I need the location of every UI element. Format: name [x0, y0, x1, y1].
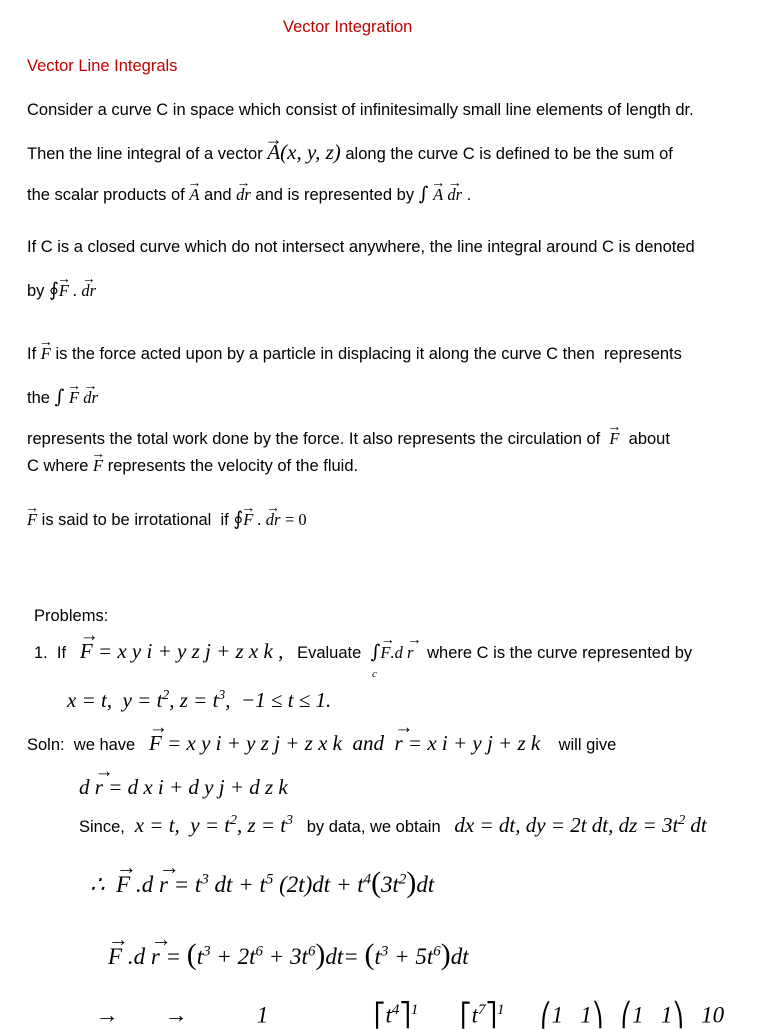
paragraph-line: the scalar products of → A and → dr and is represented by ∫ → A → dr . [27, 183, 471, 205]
document-title: Vector Integration [283, 18, 413, 36]
equation-3-partial: → → 1 $⎡t^4⎤^1$ $⎡t^7⎤^1$ ⎛1 1⎞ ⎛1 1⎞ 10 [90, 1002, 725, 1028]
paragraph-line: If → F is the force acted upon by a particle in displacing it along the curve C then represents [27, 344, 682, 364]
solution-line: d → r = d x i + d y j + d z k [79, 775, 288, 800]
paragraph-line: the ∫ → F → dr [27, 386, 98, 408]
problems-heading: Problems: [34, 607, 109, 625]
paragraph-line: Consider a curve C in space which consist of infinitesimally small line elements of length dr. [27, 101, 694, 119]
paragraph-line: If C is a closed curve which do not intersect anywhere, the line integral around C is denoted [27, 238, 695, 256]
problem-condition: x = t, $y = t^2$, $z = t^3$, −1 ≤ t ≤ 1. [67, 687, 332, 712]
integral-subscript: c [372, 668, 377, 680]
paragraph-line: C where → F represents the velocity of the fluid. [27, 456, 358, 476]
paragraph-line: → F is said to be irrotational if ∮→ F . → dr = 0 [27, 508, 307, 530]
problem-statement: 1. If → F = x y i + y z j + z x k , Evaluate ∫→ F.d → r where C is the curve represented by [34, 639, 692, 664]
equation-1: ∴ → F $.d \to r = t^3$ dt + $t^5$ $(2t)dt + t^4(3t^2)dt$ [90, 866, 434, 900]
paragraph-line: by ∮→ F . → dr [27, 279, 96, 301]
solution-line: Since, x = t, $y = t^2$, $z = t^3$ by data, we obtain dx = dt, dy = 2t dt, dz = $3t^2$ dt [79, 812, 707, 837]
equation-2: → F $.d \to r = (t^3 + 2t^6 + 3t^6)dt= (t^3 + 5t^6)dt$ [108, 938, 469, 972]
paragraph-line: represents the total work done by the force. It also represents the circulation of → F about [27, 429, 670, 449]
paragraph-line: Then the line integral of a vector → A(x, y, z) along the curve C is defined to be the sum of [27, 140, 673, 165]
section-heading: Vector Line Integrals [27, 57, 178, 75]
solution-line: Soln: we have → F = x y i + y z j + z x k and → r = x i + y j + z k will give [27, 731, 616, 756]
